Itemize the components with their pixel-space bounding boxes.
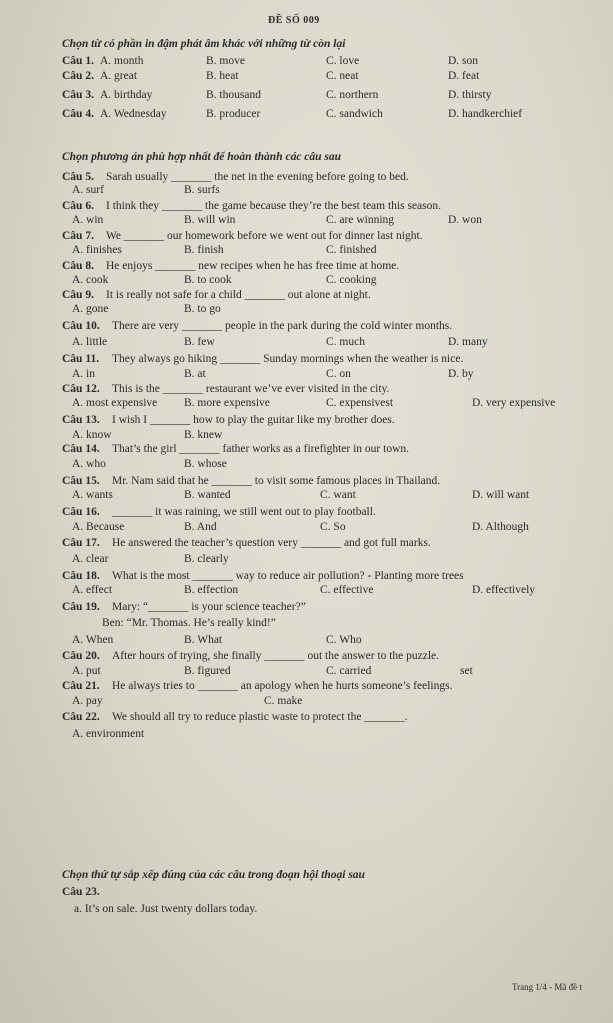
answer-option: B. more expensive bbox=[184, 397, 270, 409]
answer-option: A. put bbox=[72, 665, 101, 677]
answer-option: A. who bbox=[72, 458, 106, 470]
section-heading-grammar: Chọn phương án phù hợp nhất để hoàn thành các câu sau bbox=[62, 151, 342, 163]
answer-option: B. heat bbox=[206, 70, 239, 82]
answer-option: B. knew bbox=[184, 429, 223, 441]
answer-option: A. little bbox=[72, 336, 108, 348]
answer-option: A. surf bbox=[72, 184, 104, 196]
section-heading-ordering: Chọn thứ tự sắp xếp đúng của các câu trong đoạn hội thoại sau bbox=[62, 869, 365, 881]
answer-option: C. carried bbox=[326, 665, 372, 677]
answer-option: A. birthday bbox=[100, 89, 153, 101]
answer-option: B. to cook bbox=[184, 274, 232, 286]
answer-option: C. on bbox=[326, 368, 351, 380]
question-number: Câu 7. bbox=[62, 230, 94, 242]
answer-option: C. neat bbox=[326, 70, 359, 82]
answer-option: D. feat bbox=[448, 70, 480, 82]
answer-option: B. whose bbox=[184, 458, 227, 470]
answer-option: D. won bbox=[448, 214, 482, 226]
question-number: Câu 1. bbox=[62, 55, 94, 67]
answer-option: A. effect bbox=[72, 584, 113, 596]
question-number: Câu 22. bbox=[62, 711, 100, 723]
answer-option: D. many bbox=[448, 336, 488, 348]
answer-option: B. clearly bbox=[184, 553, 229, 565]
question-stem: He enjoys _______ new recipes when he has free time at home. bbox=[106, 260, 400, 272]
question-stem: He always tries to _______ an apology when he hurts someone’s feelings. bbox=[112, 680, 453, 692]
question-number: Câu 13. bbox=[62, 414, 100, 426]
answer-option: A. Because bbox=[72, 521, 125, 533]
answer-option: D. son bbox=[448, 55, 479, 67]
answer-option: A. cook bbox=[72, 274, 109, 286]
question-number: Câu 15. bbox=[62, 475, 100, 487]
answer-option: A. When bbox=[72, 634, 114, 646]
answer-option: A. month bbox=[100, 55, 144, 67]
answer-option: A. most expensive bbox=[72, 397, 158, 409]
question-stem: Mr. Nam said that he _______ to visit some famous places in Thailand. bbox=[112, 475, 441, 487]
answer-option: C. make bbox=[264, 695, 303, 707]
answer-option: B. What bbox=[184, 634, 223, 646]
question-number: Câu 19. bbox=[62, 601, 100, 613]
answer-option: A. great bbox=[100, 70, 138, 82]
question-number: Câu 23. bbox=[62, 886, 100, 898]
answer-option: C. Who bbox=[326, 634, 362, 646]
question-number: Câu 20. bbox=[62, 650, 100, 662]
question-stem: _______ it was raining, we still went out to play football. bbox=[112, 506, 376, 518]
answer-option: B. wanted bbox=[184, 489, 231, 501]
question-stem: I think they _______ the game because they’re the best team this season. bbox=[106, 200, 441, 212]
answer-option: C. expensivest bbox=[326, 397, 394, 409]
question-stem: That’s the girl _______ father works as a firefighter in our town. bbox=[112, 443, 410, 455]
dialogue-line: a. It’s on sale. Just twenty dollars today. bbox=[74, 903, 258, 915]
question-stem: I wish I _______ how to play the guitar like my brother does. bbox=[112, 414, 395, 426]
answer-option: A. win bbox=[72, 214, 104, 226]
answer-option: C. love bbox=[326, 55, 360, 67]
question-number: Câu 6. bbox=[62, 200, 94, 212]
question-number: Câu 8. bbox=[62, 260, 94, 272]
answer-option: D. handkerchief bbox=[448, 108, 523, 120]
page-footer: Trang 1/4 - Mã đề t bbox=[512, 982, 582, 992]
question-number: Câu 11. bbox=[62, 353, 100, 365]
answer-option: D. effectively bbox=[472, 584, 536, 596]
question-stem: What is the most _______ way to reduce air pollution? - Planting more trees bbox=[112, 570, 464, 582]
answer-option: A. Wednesday bbox=[100, 108, 167, 120]
answer-option: B. finish bbox=[184, 244, 224, 256]
question-stem: This is the _______ restaurant we’ve ever visited in the city. bbox=[112, 383, 390, 395]
answer-option: C. So bbox=[320, 521, 346, 533]
answer-option: A. environment bbox=[72, 728, 145, 740]
answer-option: B. will win bbox=[184, 214, 236, 226]
answer-option: C. want bbox=[320, 489, 356, 501]
answer-option: set bbox=[460, 665, 473, 677]
answer-option: B. thousand bbox=[206, 89, 261, 101]
question-stem: We _______ our homework before we went out for dinner last night. bbox=[106, 230, 423, 242]
answer-option: C. effective bbox=[320, 584, 374, 596]
question-number: Câu 12. bbox=[62, 383, 100, 395]
answer-option: B. effection bbox=[184, 584, 239, 596]
question-stem: After hours of trying, she finally _______ out the answer to the puzzle. bbox=[112, 650, 440, 662]
question-number: Câu 10. bbox=[62, 320, 100, 332]
question-number: Câu 17. bbox=[62, 537, 100, 549]
answer-option: B. figured bbox=[184, 665, 231, 677]
question-number: Câu 16. bbox=[62, 506, 100, 518]
answer-option: A. know bbox=[72, 429, 112, 441]
answer-option: B. And bbox=[184, 521, 217, 533]
question-number: Câu 21. bbox=[62, 680, 100, 692]
section-heading-pronunciation: Chọn từ có phần in đậm phát âm khác với những từ còn lại bbox=[62, 38, 346, 50]
answer-option: B. to go bbox=[184, 303, 221, 315]
question-stem: We should all try to reduce plastic waste to protect the _______. bbox=[112, 711, 408, 723]
answer-option: C. much bbox=[326, 336, 365, 348]
answer-option: C. finished bbox=[326, 244, 377, 256]
question-number: Câu 3. bbox=[62, 89, 94, 101]
question-number: Câu 5. bbox=[62, 171, 94, 183]
answer-option: C. northern bbox=[326, 89, 379, 101]
question-number: Câu 4. bbox=[62, 108, 94, 120]
answer-option: D. by bbox=[448, 368, 474, 380]
answer-option: B. few bbox=[184, 336, 215, 348]
answer-option: C. sandwich bbox=[326, 108, 383, 120]
question-number: Câu 2. bbox=[62, 70, 94, 82]
answer-option: D. Although bbox=[472, 521, 529, 533]
answer-option: A. in bbox=[72, 368, 95, 380]
exam-code: ĐỀ SỐ 009 bbox=[268, 15, 320, 26]
answer-option: A. pay bbox=[72, 695, 103, 707]
answer-option: B. at bbox=[184, 368, 206, 380]
answer-option: A. wants bbox=[72, 489, 113, 501]
answer-option: A. clear bbox=[72, 553, 109, 565]
answer-option: C. cooking bbox=[326, 274, 377, 286]
question-number: Câu 9. bbox=[62, 289, 94, 301]
answer-option: B. move bbox=[206, 55, 245, 67]
answer-option: B. surfs bbox=[184, 184, 220, 196]
answer-option: B. producer bbox=[206, 108, 261, 120]
answer-option: A. finishes bbox=[72, 244, 122, 256]
question-stem: They always go hiking _______ Sunday mornings when the weather is nice. bbox=[112, 353, 464, 365]
answer-option: D. thirsty bbox=[448, 89, 492, 101]
question-stem: It is really not safe for a child _______ out alone at night. bbox=[106, 289, 371, 301]
question-stem: He answered the teacher’s question very _______ and got full marks. bbox=[112, 537, 431, 549]
question-number: Câu 14. bbox=[62, 443, 100, 455]
question-stem-line-2: Ben: “Mr. Thomas. He’s really kind!” bbox=[102, 617, 276, 629]
answer-option: D. will want bbox=[472, 489, 530, 501]
question-stem: Sarah usually _______ the net in the evening before going to bed. bbox=[106, 171, 409, 183]
question-number: Câu 18. bbox=[62, 570, 100, 582]
answer-option: D. very expensive bbox=[472, 397, 556, 409]
answer-option: A. gone bbox=[72, 303, 109, 315]
answer-option: C. are winning bbox=[326, 214, 395, 226]
question-stem: There are very _______ people in the park during the cold winter months. bbox=[112, 320, 453, 332]
question-stem: Mary: “_______ is your science teacher?” bbox=[112, 601, 306, 613]
